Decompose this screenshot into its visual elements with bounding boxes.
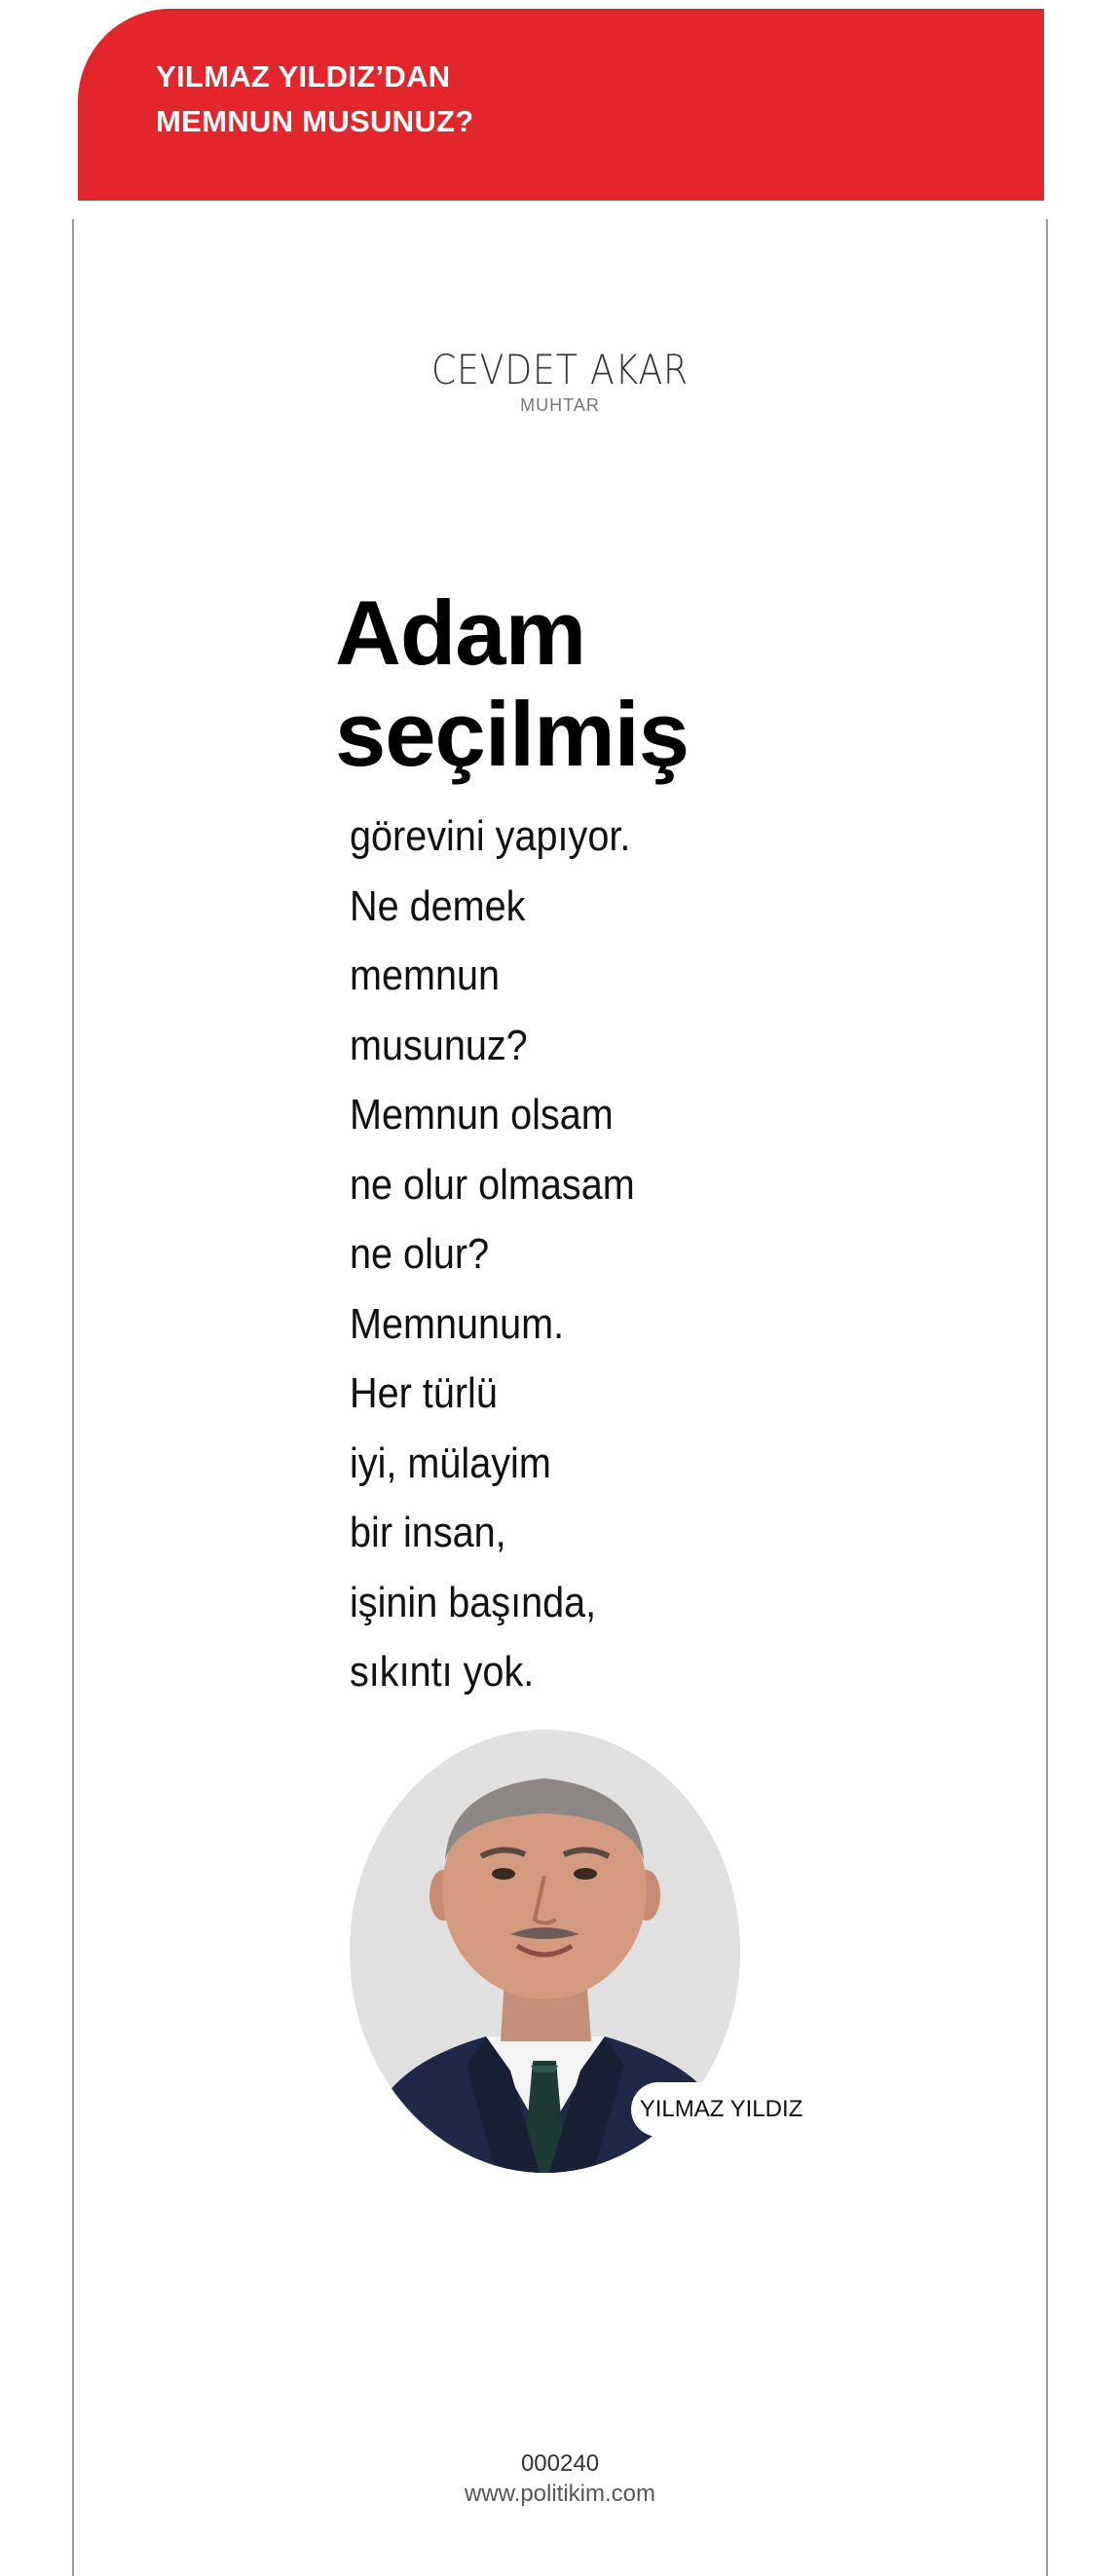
quote-line: ne olur olmasam (350, 1160, 635, 1209)
quote-line: Ne demek (350, 881, 526, 930)
footer-website[interactable]: www.politikim.com (464, 2481, 656, 2507)
respondent-name: CEVDET AKAR (431, 346, 689, 393)
respondent-role: MUHTAR (520, 395, 600, 415)
quote-line: işinin başında, (350, 1578, 597, 1626)
quote-line: bir insan, (350, 1509, 506, 1556)
quote-line: görevini yapıyor. (350, 812, 631, 860)
respondent-block (0, 346, 1120, 416)
headline (335, 582, 689, 785)
quote-text (350, 802, 635, 1707)
quote-line: sıkıntı yok. (350, 1648, 535, 1696)
quote-line: musunuz? (350, 1021, 528, 1069)
headline-line-1: Adam (335, 581, 586, 684)
banner-title-line-2: MEMNUN MUSUNUZ? (156, 104, 474, 138)
headline-line-2: seçilmiş (335, 683, 690, 785)
quote-line: Memnun olsam (350, 1091, 614, 1139)
banner-title (156, 55, 474, 144)
footer (0, 2448, 1120, 2509)
quote-line: ne olur? (350, 1230, 490, 1278)
quote-line: Memnunum. (350, 1299, 565, 1348)
photo-caption: YILMAZ YILDIZ (631, 2082, 811, 2137)
quote-line: Her türlü (350, 1369, 498, 1417)
quote-line: iyi, mülayim (350, 1438, 551, 1487)
footer-code: 000240 (520, 2450, 600, 2477)
quote-line: memnun (350, 952, 501, 999)
banner-title-line-1: YILMAZ YILDIZ’DAN (156, 59, 451, 93)
